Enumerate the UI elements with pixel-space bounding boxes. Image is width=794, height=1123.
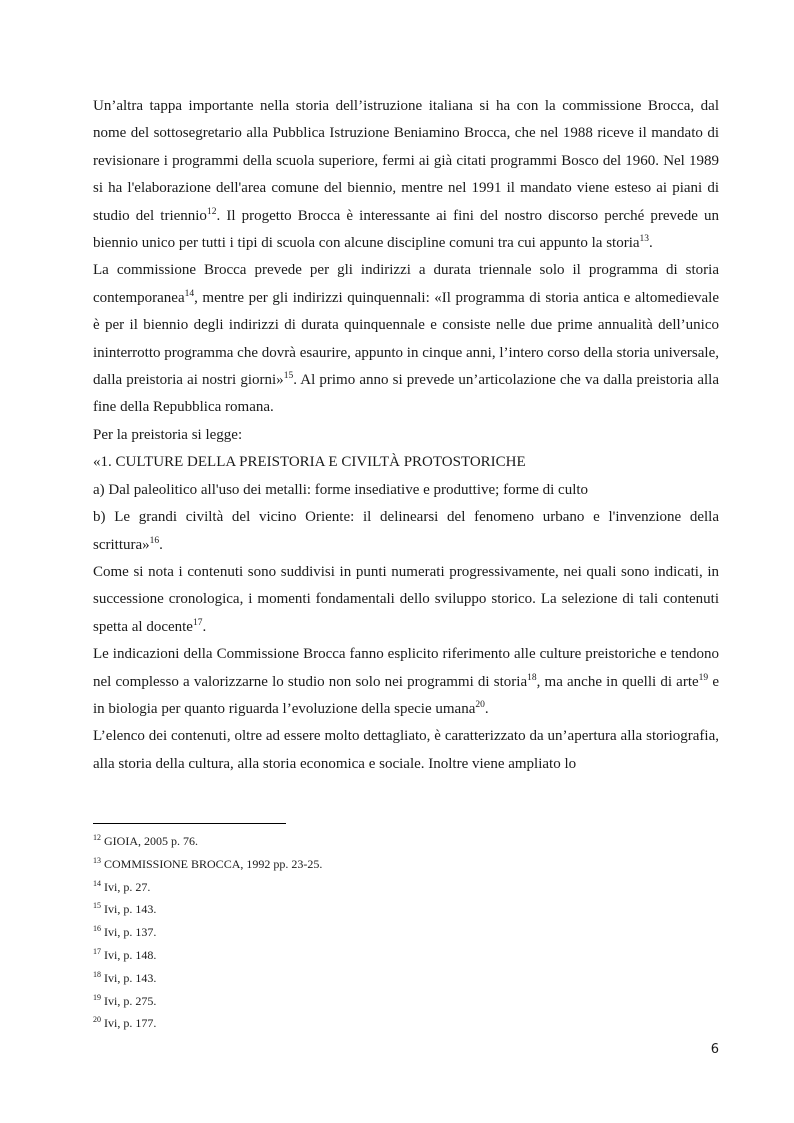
paragraph: La commissione Brocca prevede per gli indirizzi a durata triennale solo il programma di storia contemporanea$^{14}$, mentre per gli indirizzi quinquennali: «Il programma di storia antica e altomedievale è per il biennio degli indirizzi di durata quinquennale e consiste nelle due prime annualità dell’unico ininterrotto programma che dovrà esaurire, appunto in cinque anni, l’intero corso della storia universale, dalla preistoria ai nostri giorni»$^{15}$. Al primo anno si prevede un’articolazione che va dalla preistoria alla fine della Repubblica romana.: [93, 262, 719, 416]
footnote-ref[interactable]: 20: [475, 699, 485, 710]
footnote: $^{14}$ Ivi, p. 27.: [93, 878, 151, 894]
footnote: $^{20}$ Ivi, p. 177.: [93, 1015, 157, 1031]
footnote-ref[interactable]: 13: [639, 234, 650, 245]
footnote: $^{15}$ Ivi, p. 143.: [93, 901, 157, 917]
footnote: $^{19}$ Ivi, p. 275.: [93, 992, 157, 1008]
footnote-ref[interactable]: 18: [527, 672, 537, 683]
paragraph: Per la preistoria si legge:: [93, 426, 243, 443]
quote-item: a) Dal paleolitico all'uso dei metalli: forme insediative e produttive; forme di culto: [93, 481, 589, 498]
footnote-ref[interactable]: 19: [698, 672, 709, 683]
footnote: $^{18}$ Ivi, p. 143.: [93, 969, 157, 985]
footnotes: [93, 830, 719, 1035]
paragraph: Le indicazioni della Commissione Brocca fanno esplicito riferimento alle culture preistoriche e tendono nel complesso a valorizzarne lo studio non solo nei programmi di storia$^{18}$, ma anche in quelli di arte$^{19}$ e in biologia per quanto riguarda l’evoluzione della specie umana$^{20}$.: [93, 646, 719, 717]
footnote-ref[interactable]: 16: [149, 535, 160, 546]
main-text: [93, 93, 719, 778]
quote-heading: «1. CULTURE DELLA PREISTORIA E CIVILTÀ PROTOSTORICHE: [93, 454, 526, 471]
footnote-ref[interactable]: 14: [184, 288, 195, 299]
footnote: $^{12}$ GIOIA, 2005 p. 76.: [93, 833, 198, 848]
footnote: $^{17}$ Ivi, p. 148.: [93, 946, 157, 962]
paragraph: L’elenco dei contenuti, oltre ad essere molto dettagliato, è caratterizzato da un’apertura alla storiografia, alla storia della cultura, alla storia economica e sociale. Inoltre viene ampliato lo: [93, 728, 719, 772]
footnote: $^{13}$ COMMISSIONE BROCCA, 1992 pp. 23-25.: [93, 855, 323, 871]
footnote: $^{16}$ Ivi, p. 137.: [93, 924, 157, 940]
quote-item: b) Le grandi civiltà del vicino Oriente: il delinearsi del fenomeno urbano e l'invenzione della scrittura»$^{16}$.: [93, 509, 719, 553]
paragraph: Come si nota i contenuti sono suddivisi in punti numerati progressivamente, nei quali sono indicati, in successione cronologica, i momenti fondamentali dello sviluppo storico. La selezione di tali contenuti spetta al docente$^{17}$.: [93, 563, 719, 635]
paragraph: Un’altra tappa importante nella storia dell’istruzione italiana si ha con la commissione Brocca, dal nome del sottosegretario alla Pubblica Istruzione Beniamino Brocca, che nel 1988 riceve il mandato di revisionare i programmi della scuola superiore, fermi ai già citati programmi Bosco del 1960. Nel 1989 si ha l'elaborazione dell'area comune del biennio, mentre nel 1991 il mandato viene esteso ai piani di studio del triennio$^{12}$. Il progetto Brocca è interessante ai fini del nostro discorso perché prevede un biennio unico per tutti i tipi di scuola con alcune discipline comuni tra cui appunto la storia$^{13}$.: [93, 98, 719, 252]
footnote-ref[interactable]: 17: [192, 617, 203, 628]
footnote-ref[interactable]: 12: [206, 206, 217, 217]
footnote-ref[interactable]: 15: [283, 371, 294, 382]
page-number: 6: [710, 1042, 719, 1057]
footnote-separator: [93, 823, 286, 824]
